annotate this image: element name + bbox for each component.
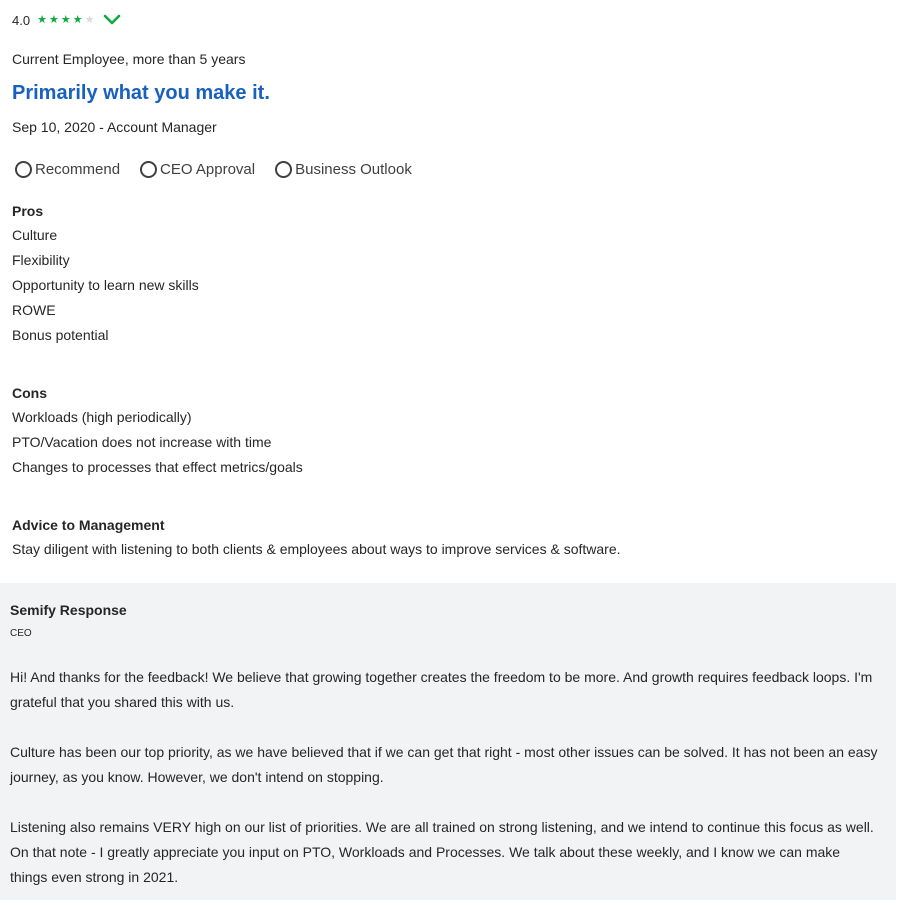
advice-text xyxy=(12,537,621,562)
star-icon: ★ xyxy=(84,14,95,26)
recommend-label: Recommend xyxy=(35,161,121,178)
cons-list xyxy=(12,405,303,480)
ceo-approval-rating xyxy=(140,161,255,178)
rating-row xyxy=(12,11,123,29)
star-icon: ★ xyxy=(48,14,59,26)
pros-line: ROWE xyxy=(12,302,56,318)
star-rating xyxy=(37,14,96,26)
pros-line: Opportunity to learn new skills xyxy=(12,277,199,293)
response-role: CEO xyxy=(10,628,32,639)
response-heading: Semify Response xyxy=(10,602,127,618)
response-paragraph: Culture has been our top priority, as we have believed that if we can get that right - most other issues can be solved. It has not been an easy journey, as you know. However, we don't intend on stopping. xyxy=(10,744,878,785)
star-icon: ★ xyxy=(37,14,47,26)
circle-icon xyxy=(140,161,157,178)
star-icon: ★ xyxy=(60,14,71,26)
review-date-and-role: Sep 10, 2020 - Account Manager xyxy=(12,119,217,135)
star-icon: ★ xyxy=(72,14,83,26)
chevron-down-icon[interactable] xyxy=(103,12,123,28)
ceo-approval-label: CEO Approval xyxy=(160,161,256,178)
cons-line: Workloads (high periodically) xyxy=(12,409,192,425)
response-paragraph: Listening also remains VERY high on our list of priorities. We are all trained on strong listening, and we intend to continue this focus as well. On that note - I greatly appreciate you input on PTO, Workloads and Processes. We talk about these weekly, and I know we can make things even strong in 2021. xyxy=(10,819,874,885)
pros-line: Flexibility xyxy=(12,252,70,268)
cons-line: PTO/Vacation does not increase with time xyxy=(12,434,272,450)
employee-status: Current Employee, more than 5 years xyxy=(12,51,246,67)
employer-response xyxy=(0,583,896,900)
rating-value: 4.0 xyxy=(12,12,31,28)
pros-line: Culture xyxy=(12,227,58,243)
review-title[interactable]: Primarily what you make it. xyxy=(12,82,270,104)
ratings-summary xyxy=(15,161,432,178)
advice-heading: Advice to Management xyxy=(12,517,165,533)
pros-heading: Pros xyxy=(12,203,44,219)
cons-heading: Cons xyxy=(12,385,47,401)
cons-line: Changes to processes that effect metrics/goals xyxy=(12,459,303,475)
recommend-rating xyxy=(15,161,120,178)
circle-icon xyxy=(275,161,292,178)
business-outlook-rating xyxy=(275,161,412,178)
advice-line: Stay diligent with listening to both clients & employees about ways to improve services & software. xyxy=(12,541,621,557)
response-paragraph: Hi! And thanks for the feedback! We believe that growing together creates the freedom to be more. And growth requires feedback loops. I'm grateful that you shared this with us. xyxy=(10,669,873,710)
pros-list xyxy=(12,223,199,348)
pros-line: Bonus potential xyxy=(12,327,109,343)
circle-icon xyxy=(15,161,32,178)
business-outlook-label: Business Outlook xyxy=(295,161,412,178)
